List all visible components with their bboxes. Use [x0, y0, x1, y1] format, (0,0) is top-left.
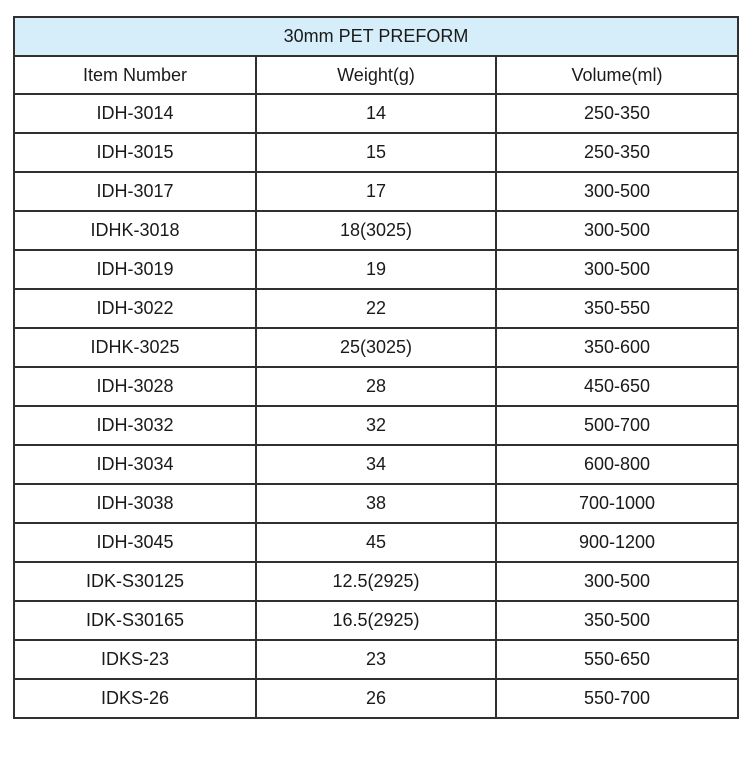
item-number-cell: IDH-3017: [14, 172, 256, 211]
volume-cell: 550-700: [496, 679, 738, 718]
volume-cell: 450-650: [496, 367, 738, 406]
volume-cell: 300-500: [496, 562, 738, 601]
volume-cell: 350-600: [496, 328, 738, 367]
table-row: [14, 679, 738, 718]
item-number-cell: IDKS-26: [14, 679, 256, 718]
table-row: [14, 562, 738, 601]
item-number-cell: IDH-3022: [14, 289, 256, 328]
volume-cell: 700-1000: [496, 484, 738, 523]
item-number-cell: IDHK-3025: [14, 328, 256, 367]
table-row: [14, 640, 738, 679]
weight-cell: 15: [256, 133, 496, 172]
weight-cell: 22: [256, 289, 496, 328]
weight-cell: 38: [256, 484, 496, 523]
weight-cell: 34: [256, 445, 496, 484]
table-row: [14, 445, 738, 484]
table-header-row: [14, 56, 738, 94]
table-row: [14, 406, 738, 445]
table-title-row: [14, 17, 738, 56]
weight-cell: 17: [256, 172, 496, 211]
item-number-cell: IDK-S30125: [14, 562, 256, 601]
weight-cell: 26: [256, 679, 496, 718]
table-row: [14, 94, 738, 133]
item-number-cell: IDH-3028: [14, 367, 256, 406]
weight-cell: 25(3025): [256, 328, 496, 367]
weight-cell: 45: [256, 523, 496, 562]
table-row: [14, 250, 738, 289]
item-number-cell: IDH-3014: [14, 94, 256, 133]
weight-cell: 32: [256, 406, 496, 445]
table-row: [14, 211, 738, 250]
volume-cell: 600-800: [496, 445, 738, 484]
table-row: [14, 328, 738, 367]
item-number-cell: IDKS-23: [14, 640, 256, 679]
table-body: [14, 94, 738, 718]
table-row: [14, 367, 738, 406]
volume-cell: 300-500: [496, 211, 738, 250]
table-row: [14, 172, 738, 211]
volume-cell: 350-500: [496, 601, 738, 640]
volume-cell: 250-350: [496, 133, 738, 172]
table-row: [14, 601, 738, 640]
item-number-cell: IDH-3019: [14, 250, 256, 289]
weight-cell: 16.5(2925): [256, 601, 496, 640]
volume-cell: 350-550: [496, 289, 738, 328]
item-number-cell: IDH-3032: [14, 406, 256, 445]
volume-cell: 550-650: [496, 640, 738, 679]
table-title: 30mm PET PREFORM: [14, 17, 738, 56]
item-number-cell: IDH-3015: [14, 133, 256, 172]
item-number-cell: IDH-3034: [14, 445, 256, 484]
volume-cell: 900-1200: [496, 523, 738, 562]
table-row: [14, 484, 738, 523]
table-row: [14, 133, 738, 172]
table-row: [14, 523, 738, 562]
weight-cell: 19: [256, 250, 496, 289]
column-header-item-number: Item Number: [14, 56, 256, 94]
item-number-cell: IDH-3038: [14, 484, 256, 523]
volume-cell: 500-700: [496, 406, 738, 445]
item-number-cell: IDHK-3018: [14, 211, 256, 250]
weight-cell: 14: [256, 94, 496, 133]
weight-cell: 28: [256, 367, 496, 406]
item-number-cell: IDK-S30165: [14, 601, 256, 640]
item-number-cell: IDH-3045: [14, 523, 256, 562]
volume-cell: 300-500: [496, 250, 738, 289]
weight-cell: 12.5(2925): [256, 562, 496, 601]
preform-spec-table: [13, 16, 739, 719]
column-header-volume: Volume(ml): [496, 56, 738, 94]
weight-cell: 18(3025): [256, 211, 496, 250]
volume-cell: 300-500: [496, 172, 738, 211]
weight-cell: 23: [256, 640, 496, 679]
column-header-weight: Weight(g): [256, 56, 496, 94]
table-row: [14, 289, 738, 328]
volume-cell: 250-350: [496, 94, 738, 133]
